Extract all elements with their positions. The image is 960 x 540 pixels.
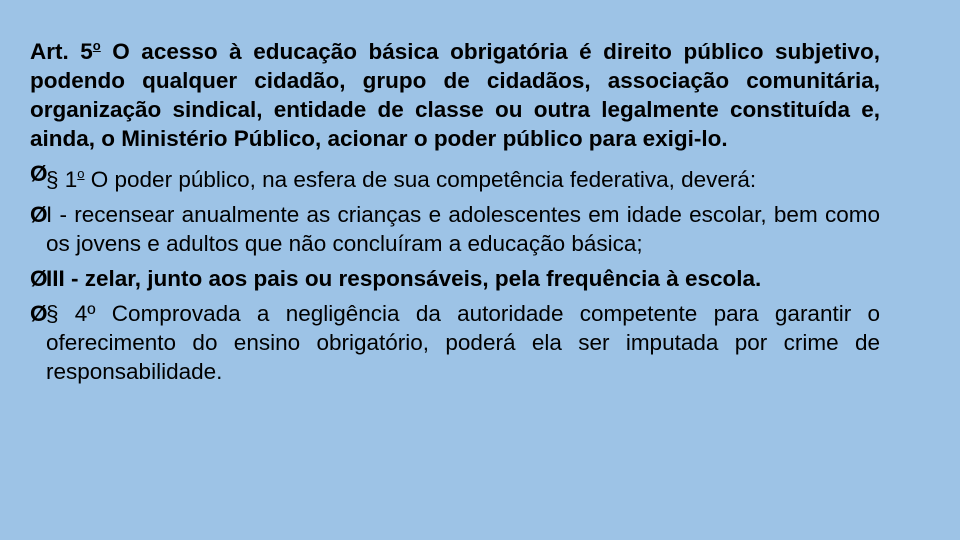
inciso-3-text: III - zelar, junto aos pais ou responsáveis, pela frequência à escola.: [46, 266, 762, 291]
bullet-paragraph-1: [30, 159, 880, 194]
ordinal-indicator: o: [92, 38, 101, 53]
article-5-paragraph: [30, 31, 880, 153]
arrow-bullet-icon: Ø: [30, 266, 48, 291]
inciso-1-text: I - recensear anualmente as crianças e adolescentes em idade escolar, bem como os jovens e adultos que não concluíram a educação básica;: [46, 202, 880, 256]
paragraph-1-text: O poder público, na esfera de sua competência federativa, deverá:: [84, 167, 757, 192]
arrow-bullet-icon: Ø: [30, 301, 48, 326]
article-5-text: O acesso à educação básica obrigatória é direito público subjetivo, podendo qualquer cidadão, grupo de cidadãos, associação comunitária, organização sindical, entidade de classe ou outra legalmente constituída e, ainda, o Ministério Público, acionar o poder público para exigi-lo.: [30, 39, 880, 151]
bullet-inciso-1: [30, 200, 880, 258]
paragraph-4-text: § 4º Comprovada a negligência da autoridade competente para garantir o oferecimento do ensino obrigatório, poderá ela ser imputada por crime de responsabilidade.: [46, 301, 880, 384]
bullet-inciso-3: [30, 264, 880, 293]
arrow-bullet-icon: Ø: [30, 202, 48, 227]
ordinal-indicator: o: [77, 166, 85, 181]
bullet-paragraph-4: [30, 299, 880, 386]
arrow-bullet-icon: Ø: [30, 161, 48, 186]
article-5-label: Art. 5: [30, 39, 93, 64]
slide-content: [30, 31, 880, 386]
paragraph-1-label: § 1: [46, 167, 78, 192]
